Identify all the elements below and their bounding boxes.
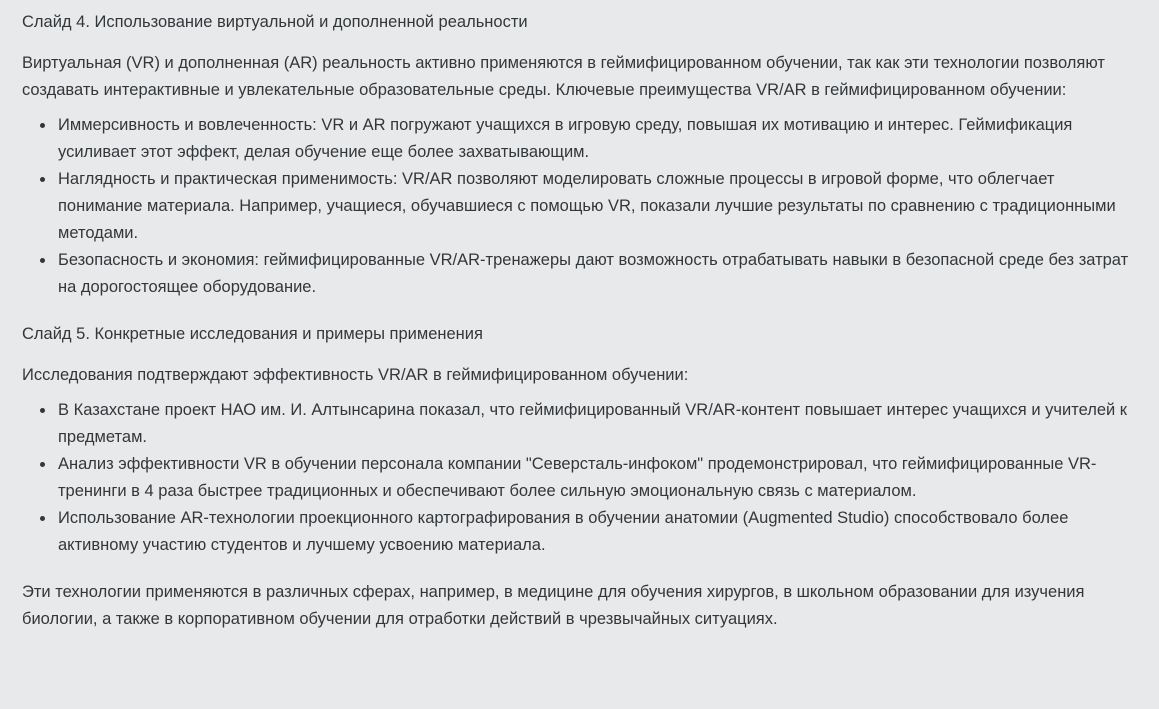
list-item: • Использование AR-технологии проекционного картографирования в обучении анатомии (Augmented Studio) способствовало более активному участию студентов и лучшему усвоению материала. — [56, 505, 1137, 559]
list-item: • Иммерсивность и вовлеченность: VR и AR погружают учащихся в игровую среду, повышая их мотивацию и интерес. Геймификация усиливает этот эффект, делая обучение еще более захватывающим. — [56, 112, 1137, 166]
slide4-intro-paragraph: Виртуальная (VR) и дополненная (AR) реальность активно применяются в геймифицированном обучении, так как эти технологии позволяют создавать интерактивные и увлекательные образовательные среды. Ключевые преимущества VR/AR в геймифицированном обучении: — [22, 54, 1105, 99]
list-item: • Анализ эффективности VR в обучении персонала компании "Северсталь-инфоком" продемонстрировал, что геймифицированные VR-тренинги в 4 раза быстрее традиционных и обеспечивают более сильную эмоциональную связь с материалом. — [56, 451, 1137, 505]
slide4-title: Слайд 4. Использование виртуальной и дополненной реальности — [22, 13, 528, 31]
slide5-intro-paragraph: Исследования подтверждают эффективность VR/AR в геймифицированном обучении: — [22, 366, 689, 384]
slide5-title: Слайд 5. Конкретные исследования и примеры применения — [22, 325, 483, 343]
list-item: • В Казахстане проект НАО им. И. Алтынсарина показал, что геймифицированный VR/AR-контент повышает интерес учащихся и учителей к предметам. — [56, 397, 1137, 451]
list-item: • Наглядность и практическая применимость: VR/AR позволяют моделировать сложные процессы в игровой форме, что облегчает понимание материала. Например, учащиеся, обучавшиеся с помощью VR, показали лучшие результаты по сравнению с традиционными методами. — [56, 166, 1137, 247]
closing-paragraph: Эти технологии применяются в различных сферах, например, в медицине для обучения хирургов, в школьном образовании для изучения биологии, а также в корпоративном обучении для отработки действий в чрезвычайных ситуациях. — [22, 583, 1085, 628]
slide5-bullet-list — [22, 397, 1137, 559]
slide4-bullet-list — [22, 112, 1137, 301]
list-item: • Безопасность и экономия: геймифицированные VR/AR-тренажеры дают возможность отрабатывать навыки в безопасной среде без затрат на дорогостоящее оборудование. — [56, 247, 1137, 301]
